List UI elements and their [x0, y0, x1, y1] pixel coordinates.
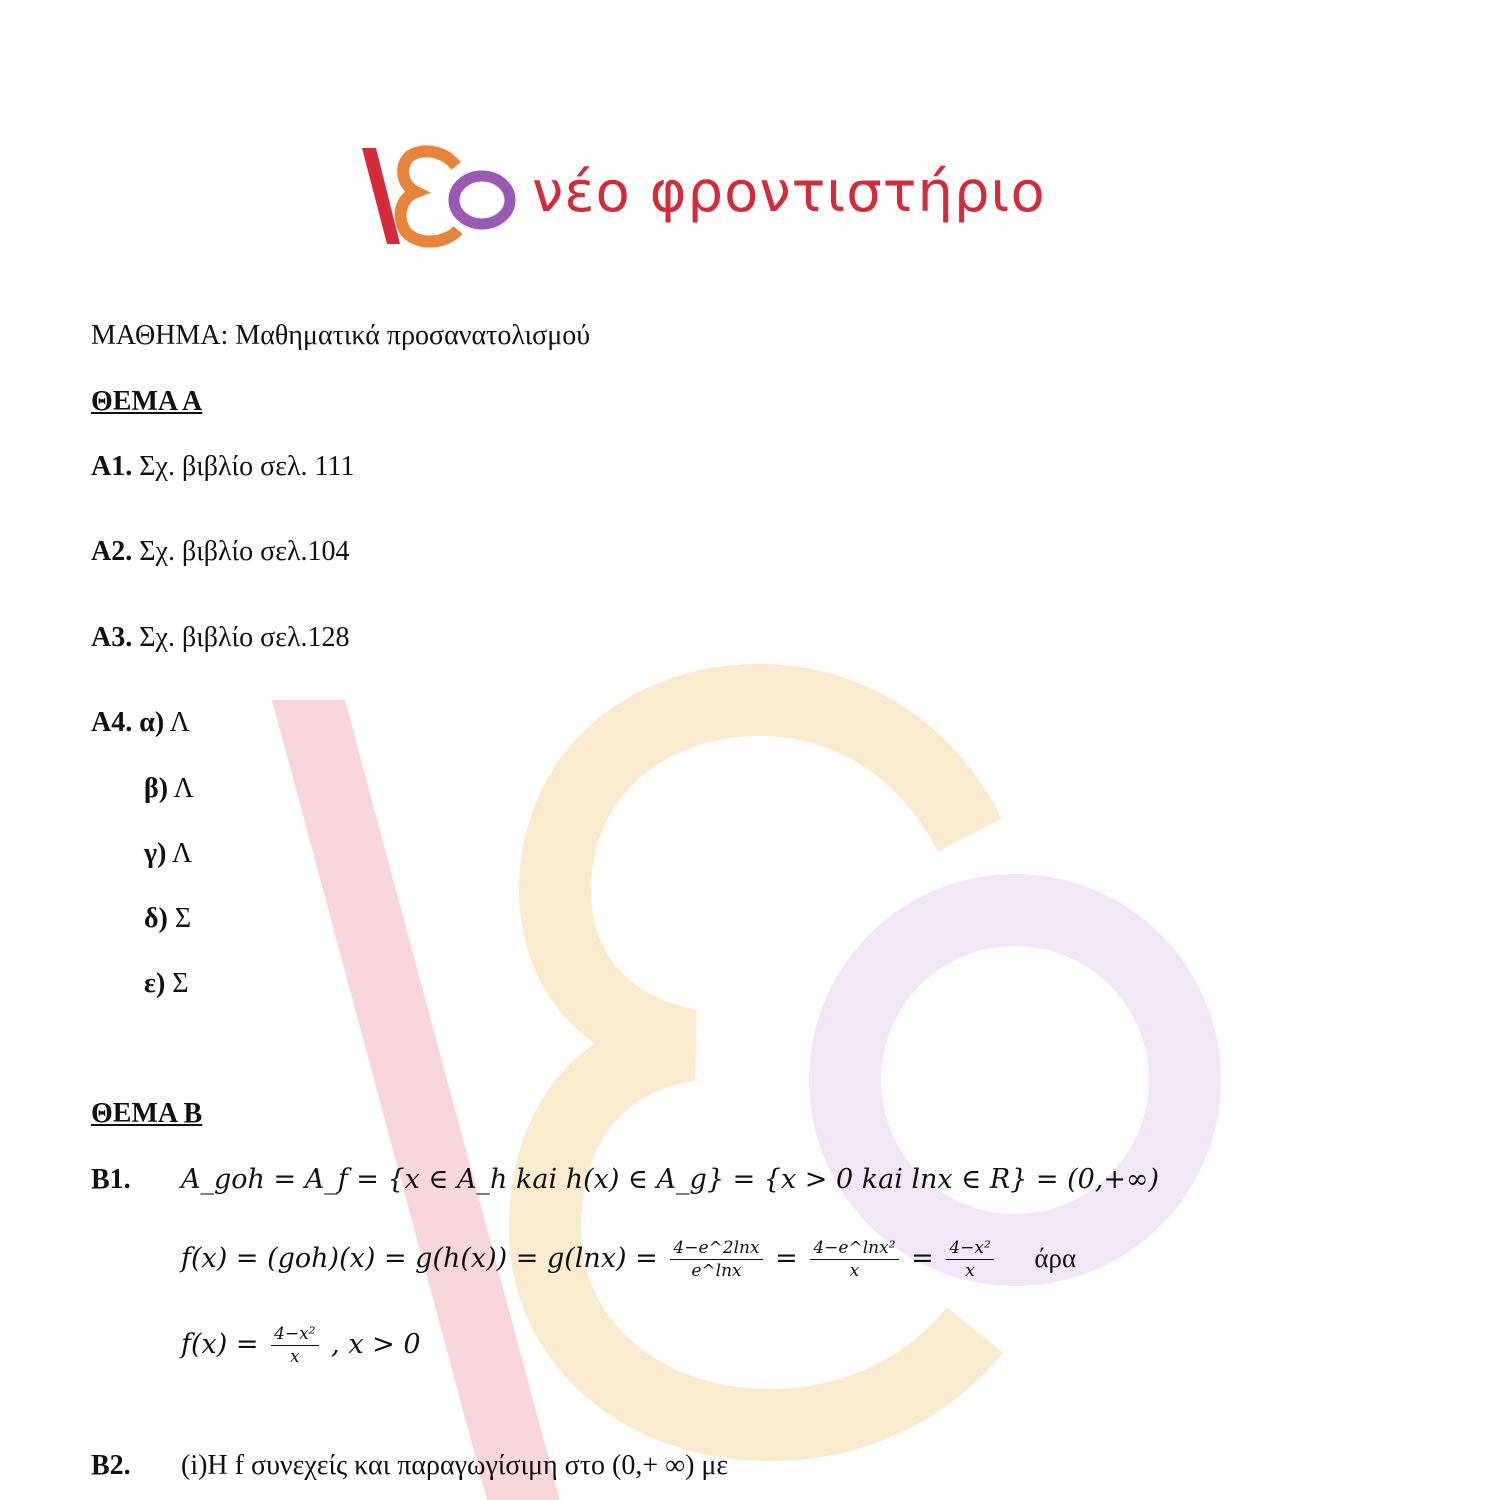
- b1-final-condition: , x > 0: [331, 1329, 421, 1360]
- b1-label: Β1.: [91, 1164, 131, 1195]
- a4-item-label: δ): [144, 903, 168, 934]
- a4-item-answer: Λ: [171, 838, 193, 869]
- theme-a-title: ΘΕΜΑ Α: [91, 386, 203, 417]
- fraction: [271, 1324, 318, 1367]
- b2-text: (i)Η f συνεχείς και παραγωγίσιμη στο (0,+ ∞) με: [181, 1450, 729, 1481]
- a2-line: [91, 536, 350, 568]
- fraction-denominator: x: [849, 1261, 860, 1281]
- watermark-epsilon: [545, 700, 975, 1425]
- a2-text: Σχ. βιβλίο σελ.104: [139, 536, 350, 567]
- fraction-denominator: e^lnx: [691, 1261, 742, 1281]
- a2-label: Α2.: [91, 536, 133, 567]
- a1-line: [91, 451, 354, 483]
- watermark-slash: [272, 700, 560, 1500]
- equals-sign: =: [911, 1243, 934, 1274]
- theme-b-title: ΘΕΜΑ Β: [91, 1098, 203, 1129]
- a3-text: Σχ. βιβλίο σελ.128: [139, 622, 350, 653]
- watermark-circle: [845, 910, 1185, 1250]
- a3-label: Α3.: [91, 622, 133, 653]
- a4-item: [144, 903, 191, 935]
- subject-line: ΜΑΘΗΜΑ: Μαθηματικά προσανατολισμού: [91, 320, 591, 351]
- a4-item: [144, 838, 192, 870]
- fraction: [670, 1238, 762, 1281]
- b2-label: Β2.: [91, 1450, 131, 1481]
- a1-label: Α1.: [91, 451, 133, 482]
- logo-text: νέο φροντιστήριο: [532, 160, 1046, 225]
- a4-label: Α4.: [91, 707, 133, 738]
- b1-domain-formula: A_goh = A_f = {x ∈ A_h kai h(x) ∈ A_g} = {x > 0 kai lnx ∈ R} = (0,+∞): [181, 1164, 1160, 1195]
- a4-item: [144, 968, 189, 1000]
- a4-item-answer: Λ: [169, 707, 190, 738]
- fraction-denominator: x: [965, 1261, 975, 1281]
- logo: [360, 140, 1100, 250]
- a4-item-label: α): [139, 707, 165, 738]
- b1-final-lhs: f(x) =: [181, 1329, 259, 1360]
- logo-mark: [360, 140, 540, 250]
- a4-line: [91, 707, 190, 739]
- a4-item-label: γ): [144, 838, 167, 869]
- a4-item-answer: Σ: [174, 903, 192, 934]
- a3-line: [91, 622, 350, 654]
- b1-comp-lhs: f(x) = (goh)(x) = g(h(x)) = g(lnx) =: [181, 1243, 658, 1274]
- fraction-numerator: 4−e^2lnx: [670, 1238, 762, 1260]
- a4-item-answer: Σ: [172, 968, 189, 999]
- fraction: [810, 1238, 898, 1281]
- b1-composition-formula: [181, 1238, 1076, 1281]
- fraction-numerator: 4−x²: [271, 1324, 318, 1346]
- fraction: [946, 1238, 993, 1281]
- therefore-word: άρα: [1034, 1243, 1077, 1273]
- a4-item: [144, 773, 194, 805]
- a4-item-label: ε): [144, 968, 166, 999]
- fraction-denominator: x: [290, 1347, 300, 1367]
- fraction-numerator: 4−e^lnx²: [810, 1238, 898, 1260]
- a4-item-answer: Λ: [173, 773, 194, 804]
- fraction-numerator: 4−x²: [946, 1238, 993, 1260]
- a1-text: Σχ. βιβλίο σελ. 111: [139, 451, 355, 482]
- a4-item-label: β): [144, 773, 169, 804]
- equals-sign: =: [775, 1243, 798, 1274]
- b1-final-formula: [181, 1324, 421, 1367]
